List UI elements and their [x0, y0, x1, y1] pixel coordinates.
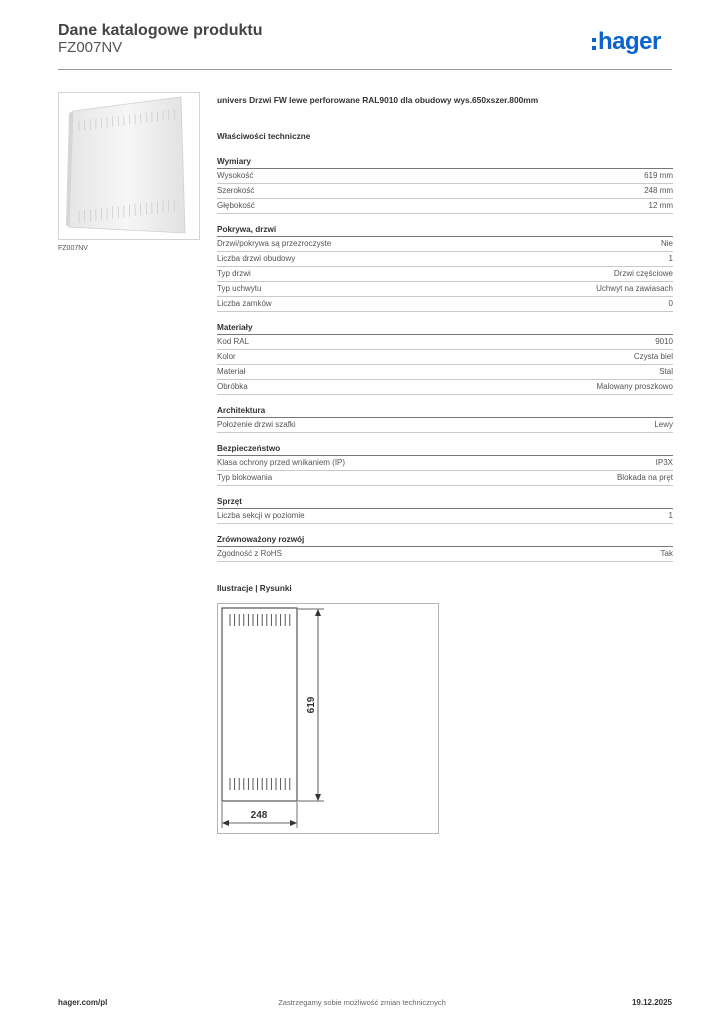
dimension-drawing	[218, 604, 438, 833]
height-dimension-label: 619	[306, 696, 317, 714]
footer-website[interactable]: hager.com/pl	[58, 998, 108, 1007]
spec-group-title: Zrównoważony rozwój	[217, 533, 673, 547]
spec-row	[217, 282, 673, 297]
spec-value: 0	[668, 299, 673, 308]
product-details	[217, 92, 673, 571]
product-description: univers Drzwi FW lewe perforowane RAL9010 dla obudowy wys.650xszer.800mm	[217, 95, 539, 105]
spec-value: Lewy	[654, 420, 673, 429]
spec-value: Blokada na pręt	[616, 473, 673, 482]
spec-row	[217, 335, 673, 350]
spec-label: Zgodność z RoHS	[217, 549, 282, 558]
spec-group	[217, 321, 673, 395]
footer-disclaimer: Zastrzegamy sobie możliwość zmian technicznych	[278, 998, 446, 1007]
door-image-icon	[59, 93, 199, 239]
spec-value: Malowany proszkowo	[596, 382, 673, 391]
spec-label: Drzwi/pokrywa są przezroczyste	[217, 239, 332, 248]
spec-row	[217, 380, 673, 395]
spec-value: 619 mm	[644, 171, 673, 180]
spec-label: Materiał	[217, 367, 246, 376]
hager-logo	[592, 28, 661, 56]
spec-group	[217, 404, 673, 433]
spec-group	[217, 533, 673, 562]
spec-label: Typ uchwytu	[217, 284, 262, 293]
spec-group	[217, 495, 673, 524]
spec-value: Uchwyt na zawiasach	[596, 284, 673, 293]
product-code: FZ007NV	[58, 39, 123, 56]
spec-row	[217, 350, 673, 365]
spec-group	[217, 223, 673, 312]
spec-label: Liczba sekcji w poziomie	[217, 511, 305, 520]
bottom-vent-slots	[230, 778, 290, 790]
document-title: Dane katalogowe produktu	[58, 22, 263, 39]
spec-group-title: Pokrywa, drzwi	[217, 223, 673, 237]
spec-value: Stal	[659, 367, 673, 376]
spec-label: Szerokość	[217, 186, 255, 195]
spec-value: Nie	[660, 239, 673, 248]
spec-group-title: Bezpieczeństwo	[217, 442, 673, 456]
footer-date: 19.12.2025	[631, 998, 672, 1007]
spec-row	[217, 471, 673, 486]
spec-label: Typ blokowania	[217, 473, 273, 482]
spec-label: Położenie drzwi szafki	[217, 420, 296, 429]
spec-group-title: Sprzęt	[217, 495, 673, 509]
technical-drawing	[217, 603, 439, 834]
logo-colon-mark	[592, 38, 596, 50]
spec-row	[217, 267, 673, 282]
spec-label: Liczba drzwi obudowy	[217, 254, 296, 263]
spec-value: IP3X	[655, 458, 673, 467]
width-dimension-label: 248	[250, 810, 268, 821]
spec-groups	[217, 155, 673, 562]
spec-row	[217, 237, 673, 252]
top-vent-slots	[230, 614, 290, 626]
spec-row	[217, 199, 673, 214]
spec-row	[217, 169, 673, 184]
spec-row	[217, 252, 673, 267]
specs-heading: Właściwości techniczne	[217, 132, 311, 141]
spec-value: 12 mm	[648, 201, 673, 210]
spec-value: 1	[668, 511, 673, 520]
spec-value: 9010	[655, 337, 673, 346]
illustrations-heading: Ilustracje | Rysunki	[217, 584, 292, 593]
spec-row	[217, 547, 673, 562]
spec-group	[217, 442, 673, 486]
spec-value: Drzwi częściowe	[613, 269, 673, 278]
spec-label: Wysokość	[217, 171, 254, 180]
spec-row	[217, 297, 673, 312]
spec-label: Kolor	[217, 352, 236, 361]
spec-value: 1	[668, 254, 673, 263]
spec-row	[217, 418, 673, 433]
spec-group-title: Architektura	[217, 404, 673, 418]
spec-value: Tak	[660, 549, 673, 558]
spec-label: Liczba zamków	[217, 299, 272, 308]
product-image-caption: FZ007NV	[58, 245, 88, 252]
spec-label: Kod RAL	[217, 337, 250, 346]
product-image	[58, 92, 200, 240]
spec-label: Obróbka	[217, 382, 248, 391]
spec-label: Głębokość	[217, 201, 255, 210]
spec-group	[217, 155, 673, 214]
logo-text: hager	[598, 28, 661, 55]
spec-row	[217, 184, 673, 199]
spec-row	[217, 456, 673, 471]
spec-label: Klasa ochrony przed wnikaniem (IP)	[217, 458, 346, 467]
spec-group-title: Wymiary	[217, 155, 673, 169]
spec-value: 248 mm	[644, 186, 673, 195]
spec-group-title: Materiały	[217, 321, 673, 335]
spec-row	[217, 509, 673, 524]
spec-label: Typ drzwi	[217, 269, 251, 278]
door-outline	[222, 608, 297, 801]
header-divider	[58, 69, 672, 70]
spec-value: Czysta biel	[633, 352, 673, 361]
spec-row	[217, 365, 673, 380]
